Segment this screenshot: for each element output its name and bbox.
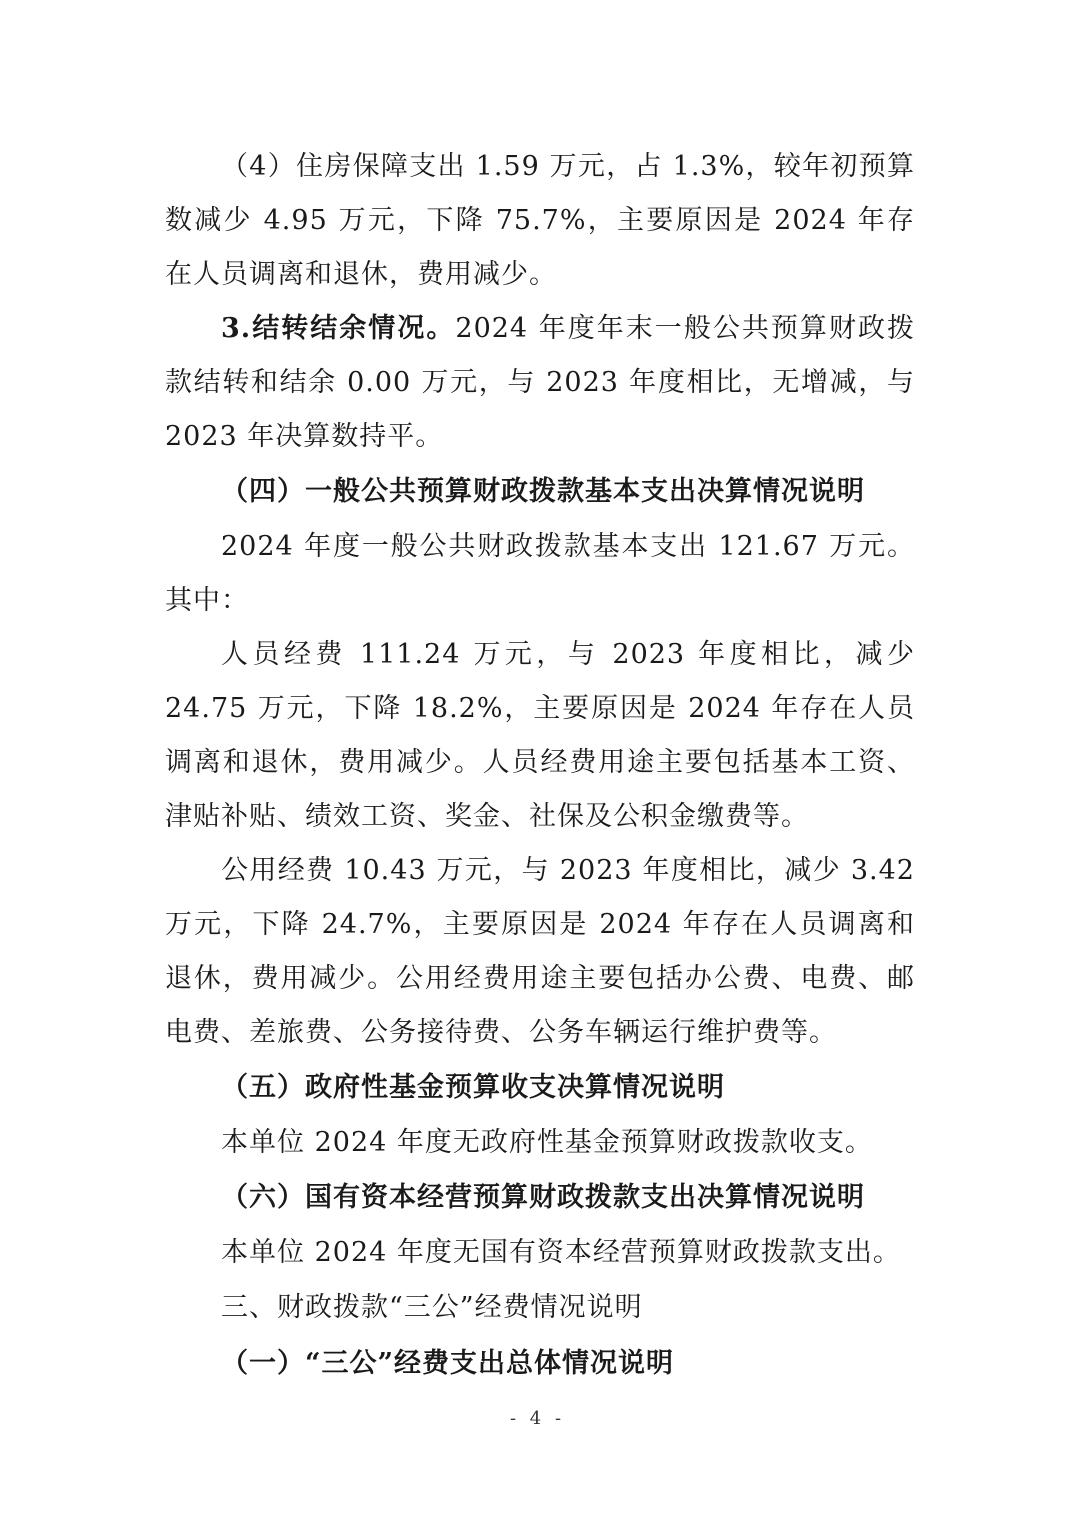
paragraph-gov-fund: 本单位 2024 年度无政府性基金预算财政拨款收支。 — [221, 1127, 873, 1158]
page-number: - 4 - — [509, 1408, 566, 1429]
paragraph-carryover — [165, 302, 915, 464]
paragraph-personnel-expense: 人员经费 111.24 万元，与 2023 年度相比，减少 24.75 万元，下降 18.2%，主要原因是 2024 年存在人员调离和退休，费用减少。人员经费用途主要包括基本工资、津贴补贴、绩效工资、奖金、社保及公积金缴费等。 — [165, 639, 915, 832]
carryover-lead: 3.结转结余情况。 — [221, 313, 456, 344]
section-heading-gov-fund: （五）政府性基金预算收支决算情况说明 — [221, 1072, 725, 1103]
section-heading-three-public-overview: （一）“三公”经费支出总体情况说明 — [221, 1348, 675, 1379]
paragraph-state-capital: 本单位 2024 年度无国有资本经营预算财政拨款支出。 — [221, 1237, 901, 1268]
carryover-body: 2024 年度年末一般公共预算财政拨款结转和结余 0.00 万元，与 2023 年度相比，无增减，与 2023 年决算数持平。 — [165, 313, 916, 452]
paragraph-housing-expense: （4）住房保障支出 1.59 万元，占 1.3%，较年初预算数减少 4.95 万元，下降 75.7%，主要原因是 2024 年存在人员调离和退休，费用减少。 — [165, 151, 915, 290]
paragraph-public-expense: 公用经费 10.43 万元，与 2023 年度相比，减少 3.42 万元，下降 24.7%，主要原因是 2024 年存在人员调离和退休，费用减少。公用经费用途主要包括办公费、电费、邮电费、差旅费、公务接待费、公务车辆运行维护费等。 — [165, 855, 915, 1048]
paragraph-basic-expenditure-total: 2024 年度一般公共财政拨款基本支出 121.67 万元。其中： — [165, 531, 915, 616]
section-heading-state-capital: （六）国有资本经营预算财政拨款支出决算情况说明 — [221, 1182, 865, 1213]
section-heading-basic-expenditure: （四）一般公共预算财政拨款基本支出决算情况说明 — [221, 476, 865, 507]
document-body — [165, 140, 915, 1392]
section-heading-three-public: 三、财政拨款“三公”经费情况说明 — [221, 1292, 643, 1323]
